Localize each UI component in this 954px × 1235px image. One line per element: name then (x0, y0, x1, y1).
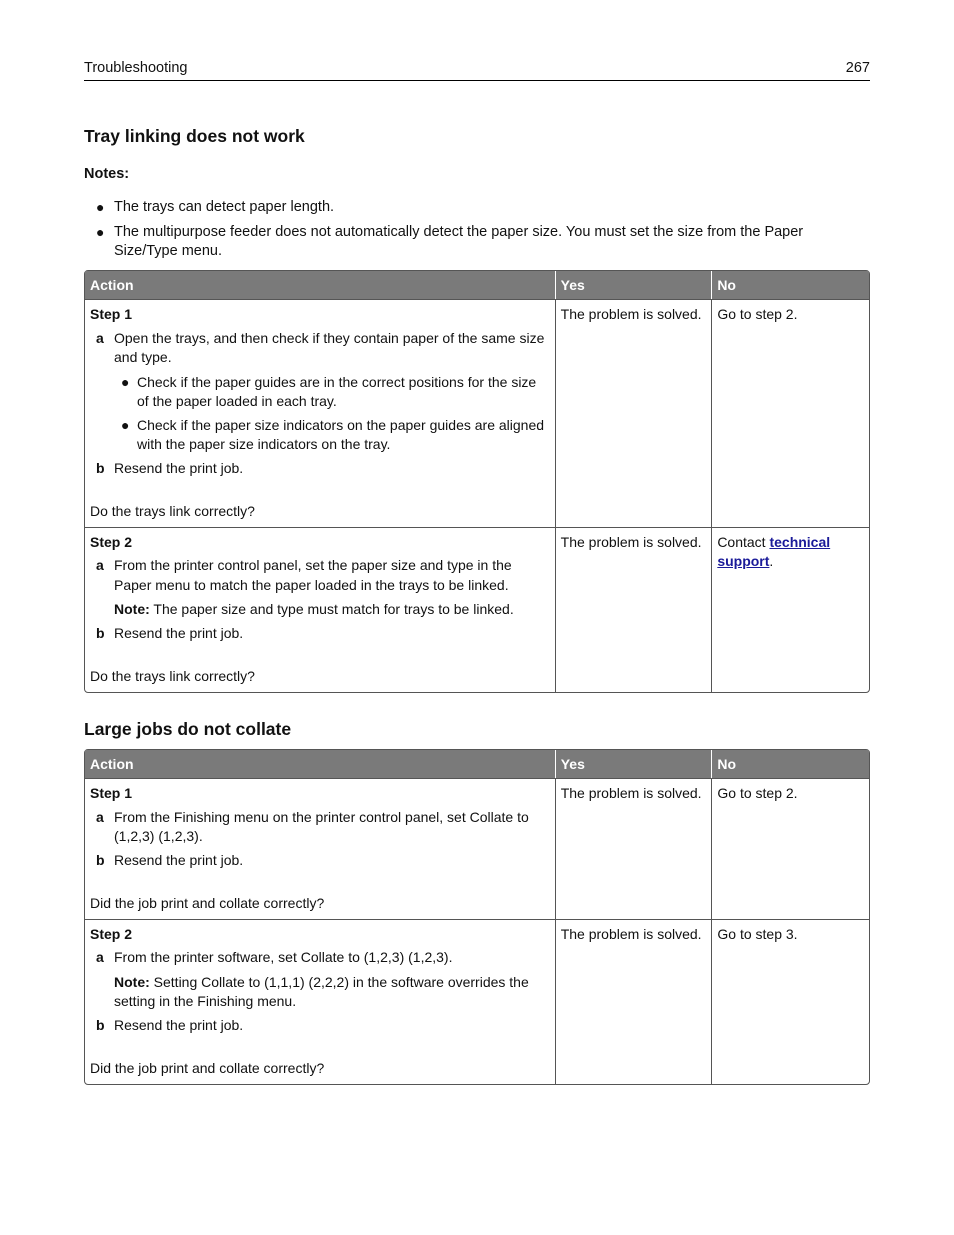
notes-label: Notes: (84, 166, 130, 182)
tray-linking-table (84, 270, 870, 693)
note: Note: The paper size and type must match for trays to be linked. (114, 601, 514, 617)
question: Did the job print and collate correctly? (90, 1060, 325, 1076)
check-item: ● Check if the paper guides are in the correct positions for the size of the paper loaded in each tray. (121, 373, 537, 409)
notes-list (84, 198, 870, 267)
no-cell: Go to step 3. (711, 919, 869, 1084)
action-cell (85, 778, 555, 919)
table-row (85, 778, 869, 919)
section-title-tray-linking: Tray linking does not work (84, 126, 305, 146)
step-label: Step 2 (90, 533, 133, 550)
header-yes: Yes (555, 271, 712, 299)
technical-support-link[interactable]: technical support (717, 533, 831, 569)
substep-b: b Resend the print job. (96, 459, 244, 476)
note-item: ● The trays can detect paper length. (84, 198, 870, 218)
no-cell: Go to step 2. (711, 778, 869, 919)
header-action: Action (85, 271, 555, 299)
substep-b: b Resend the print job. (96, 624, 244, 641)
note: Note: Setting Collate to (1,1,1) (2,2,2) in the software overrides the setting in the Finishing menu. (114, 973, 529, 1009)
question: Did the job print and collate correctly? (90, 895, 325, 911)
yes-cell: The problem is solved. (555, 299, 712, 527)
section-name: Troubleshooting (84, 60, 188, 76)
yes-cell: The problem is solved. (555, 527, 712, 692)
substep-b: b Resend the print job. (96, 851, 244, 868)
action-cell (85, 299, 555, 527)
table-row (85, 299, 869, 527)
bullet-icon: ● (121, 373, 130, 390)
question: Do the trays link correctly? (90, 503, 255, 519)
table-row (85, 527, 869, 692)
substep-a: a Open the trays, and then check if they contain paper of the same size and type. (96, 329, 545, 365)
substep-a: a From the Finishing menu on the printer control panel, set Collate to (1,2,3) (1,2,3). (96, 808, 529, 844)
large-jobs-table (84, 749, 870, 1085)
step-label: Step 1 (90, 306, 133, 322)
substep-b: b Resend the print job. (96, 1016, 244, 1033)
bullet-icon: ● (121, 416, 130, 433)
header-no: No (711, 750, 869, 778)
step-label: Step 1 (90, 785, 133, 801)
yes-cell: The problem is solved. (555, 919, 712, 1084)
action-cell (85, 527, 555, 692)
bullet-icon: ● (96, 223, 105, 240)
section-title-large-jobs: Large jobs do not collate (84, 719, 292, 739)
no-cell: Contact technical support. (711, 527, 869, 692)
yes-cell: The problem is solved. (555, 778, 712, 919)
page-number: 267 (845, 60, 870, 76)
question: Do the trays link correctly? (90, 668, 255, 684)
step-label: Step 2 (90, 925, 133, 942)
substep-a: a From the printer software, set Collate to (1,2,3) (1,2,3). (96, 949, 453, 965)
bullet-icon: ● (96, 199, 105, 215)
page-header (84, 60, 870, 81)
substep-a: a From the printer control panel, set the paper size and type in the Paper menu to match the paper loaded in the trays to be linked. (96, 557, 512, 593)
no-cell: Go to step 2. (711, 299, 869, 527)
check-item: ● Check if the paper size indicators on the paper guides are aligned with the paper size indicators on the tray. (121, 416, 545, 452)
header-action: Action (85, 750, 555, 778)
header-no: No (711, 271, 869, 299)
note-item: ● The multipurpose feeder does not automatically detect the paper size. You must set the size from the Paper Size/Type menu. (96, 223, 804, 259)
action-cell (85, 919, 555, 1084)
table-row (85, 919, 869, 1084)
header-yes: Yes (555, 750, 712, 778)
